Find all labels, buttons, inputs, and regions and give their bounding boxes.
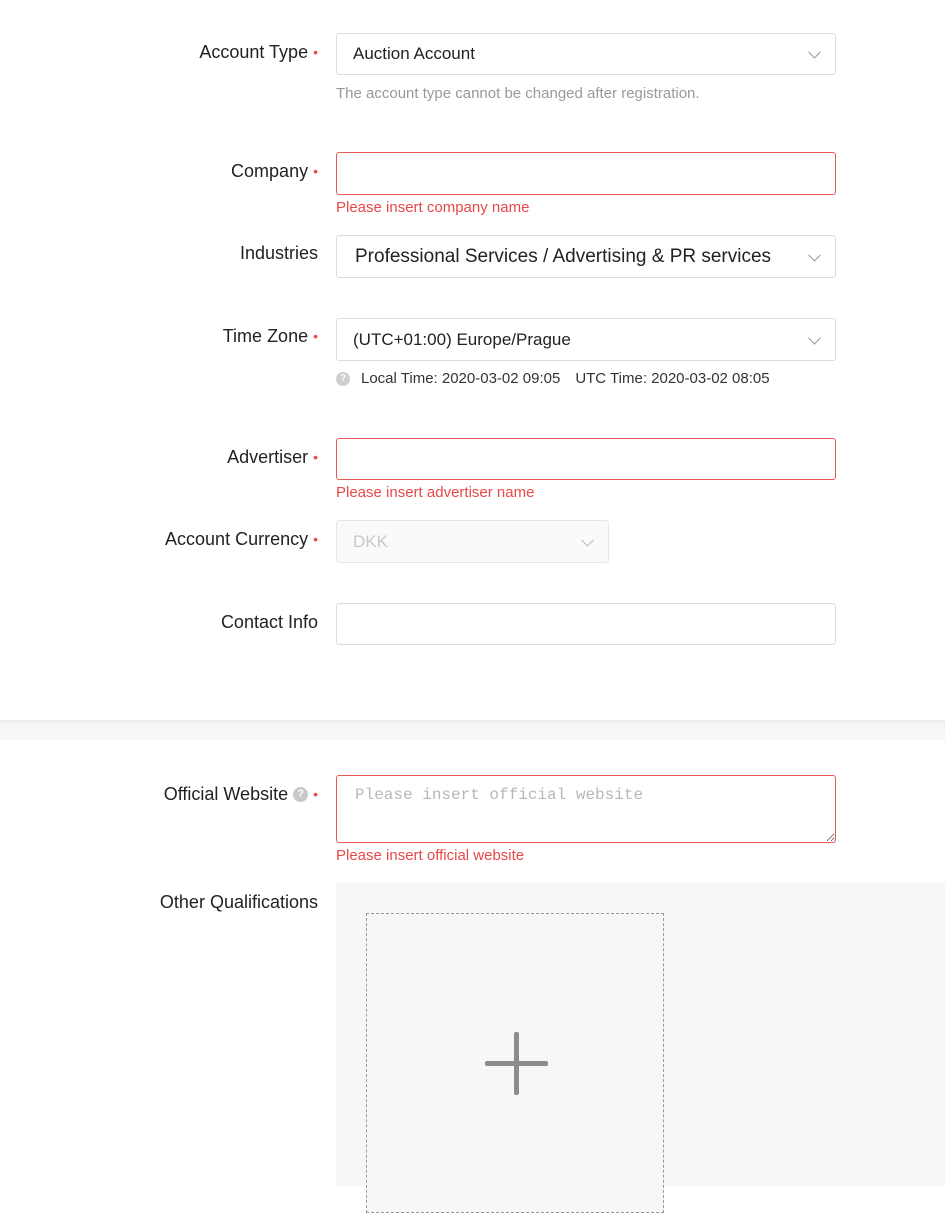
account-type-hint: The account type cannot be changed after registration. xyxy=(336,85,700,102)
chevron-down-icon xyxy=(581,533,594,546)
chevron-down-icon xyxy=(808,331,821,344)
required-marker: • xyxy=(313,786,318,802)
official-website-input[interactable] xyxy=(336,775,836,843)
time-zone-select[interactable] xyxy=(336,318,836,361)
company-input[interactable] xyxy=(336,152,836,195)
account-currency-value: DKK xyxy=(353,531,388,551)
time-zone-label: Time Zone • xyxy=(222,326,318,346)
required-marker: • xyxy=(313,328,318,344)
advertiser-input[interactable] xyxy=(336,438,836,480)
account-type-select[interactable] xyxy=(336,33,836,75)
required-marker: • xyxy=(313,163,318,179)
plus-icon-vertical xyxy=(514,1032,519,1095)
time-zone-value: (UTC+01:00) Europe/Prague xyxy=(353,329,571,349)
account-currency-label: Account Currency • xyxy=(165,529,318,549)
required-marker: • xyxy=(313,531,318,547)
local-time: Local Time: 2020-03-02 09:05 xyxy=(361,370,561,387)
time-info xyxy=(336,370,770,387)
industries-value: Professional Services / Advertising & PR services xyxy=(355,245,772,267)
section-divider xyxy=(0,720,945,740)
utc-time: UTC Time: 2020-03-02 08:05 xyxy=(575,370,770,387)
account-type-value: Auction Account xyxy=(353,44,475,63)
other-qualifications-label: Other Qualifications xyxy=(159,892,318,912)
required-marker: • xyxy=(313,449,318,465)
required-marker: • xyxy=(313,44,318,60)
company-label: Company • xyxy=(231,161,318,181)
upload-panel xyxy=(336,883,945,1186)
help-icon[interactable]: ? xyxy=(293,787,308,802)
industries-label: Industries xyxy=(239,243,318,263)
official-website-error: Please insert official website xyxy=(336,847,525,864)
contact-info-label: Contact Info xyxy=(220,612,318,632)
advertiser-label: Advertiser • xyxy=(227,447,318,467)
industries-select[interactable] xyxy=(336,235,836,278)
advertiser-error: Please insert advertiser name xyxy=(336,484,535,501)
account-currency-select xyxy=(336,520,609,563)
contact-info-input[interactable] xyxy=(336,603,836,645)
account-type-label: Account Type • xyxy=(199,42,318,62)
help-icon[interactable]: ? xyxy=(336,372,350,386)
official-website-label: Official Website ? • xyxy=(163,784,318,804)
company-error: Please insert company name xyxy=(336,199,530,216)
upload-button[interactable] xyxy=(366,913,664,1213)
chevron-down-icon xyxy=(808,248,821,261)
chevron-down-icon xyxy=(808,46,821,59)
